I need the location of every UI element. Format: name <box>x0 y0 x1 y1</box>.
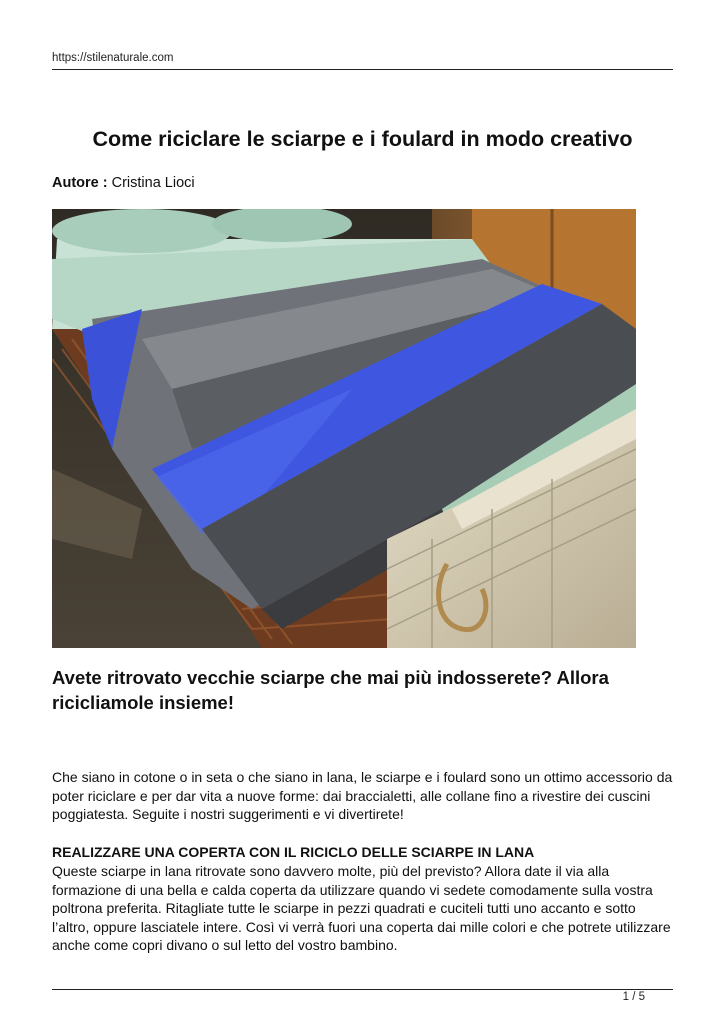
article-photo <box>52 209 636 648</box>
section-heading: REALIZZARE UNA COPERTA CON IL RICICLO DELLE SCIARPE IN LANA <box>52 844 535 860</box>
author-label: Autore : <box>52 175 108 191</box>
paragraph-blanket: Queste sciarpe in lana ritrovate sono davvero molte, più del previsto? Allora date il via alla formazione di una bella e calda coperta da utilizzare quando vi sedete comodamente sulla vostra poltrona preferita. Ritagliate tutte le sciarpe in pezzi quadrati e cuciteli tutti uno accanto e sotto l’altro, oppure lasciatele intere. Così vi verrà fuori una coperta dai mille colori e che potrete utilizzare anche come copri divano o sul letto del vostro bambino. <box>52 863 671 954</box>
footer-divider <box>52 989 673 990</box>
author-name: Cristina Lioci <box>111 175 195 191</box>
author-line <box>52 175 195 191</box>
page-title: Come riciclare le sciarpe e i foulard in modo creativo <box>92 127 633 151</box>
paragraph-intro: Che siano in cotone o in seta o che siano in lana, le sciarpe e i foulard sono un ottimo accessorio da poter riciclare e per dar vita a nuove forme: dai braccialetti, alle collane fino a rivestire dei cuscini poggiatesta. Seguite i nostri suggerimenti e vi divertirete! <box>52 769 673 823</box>
header-divider <box>52 69 673 70</box>
bed-with-scarf-blanket-image <box>52 209 636 648</box>
article-subheading: Avete ritrovato vecchie sciarpe che mai più indosserete? Allora ricicliamole insieme! <box>52 667 609 713</box>
page-number: 1 / 5 <box>622 991 645 1003</box>
header-url: https://stilenaturale.com <box>52 52 174 64</box>
